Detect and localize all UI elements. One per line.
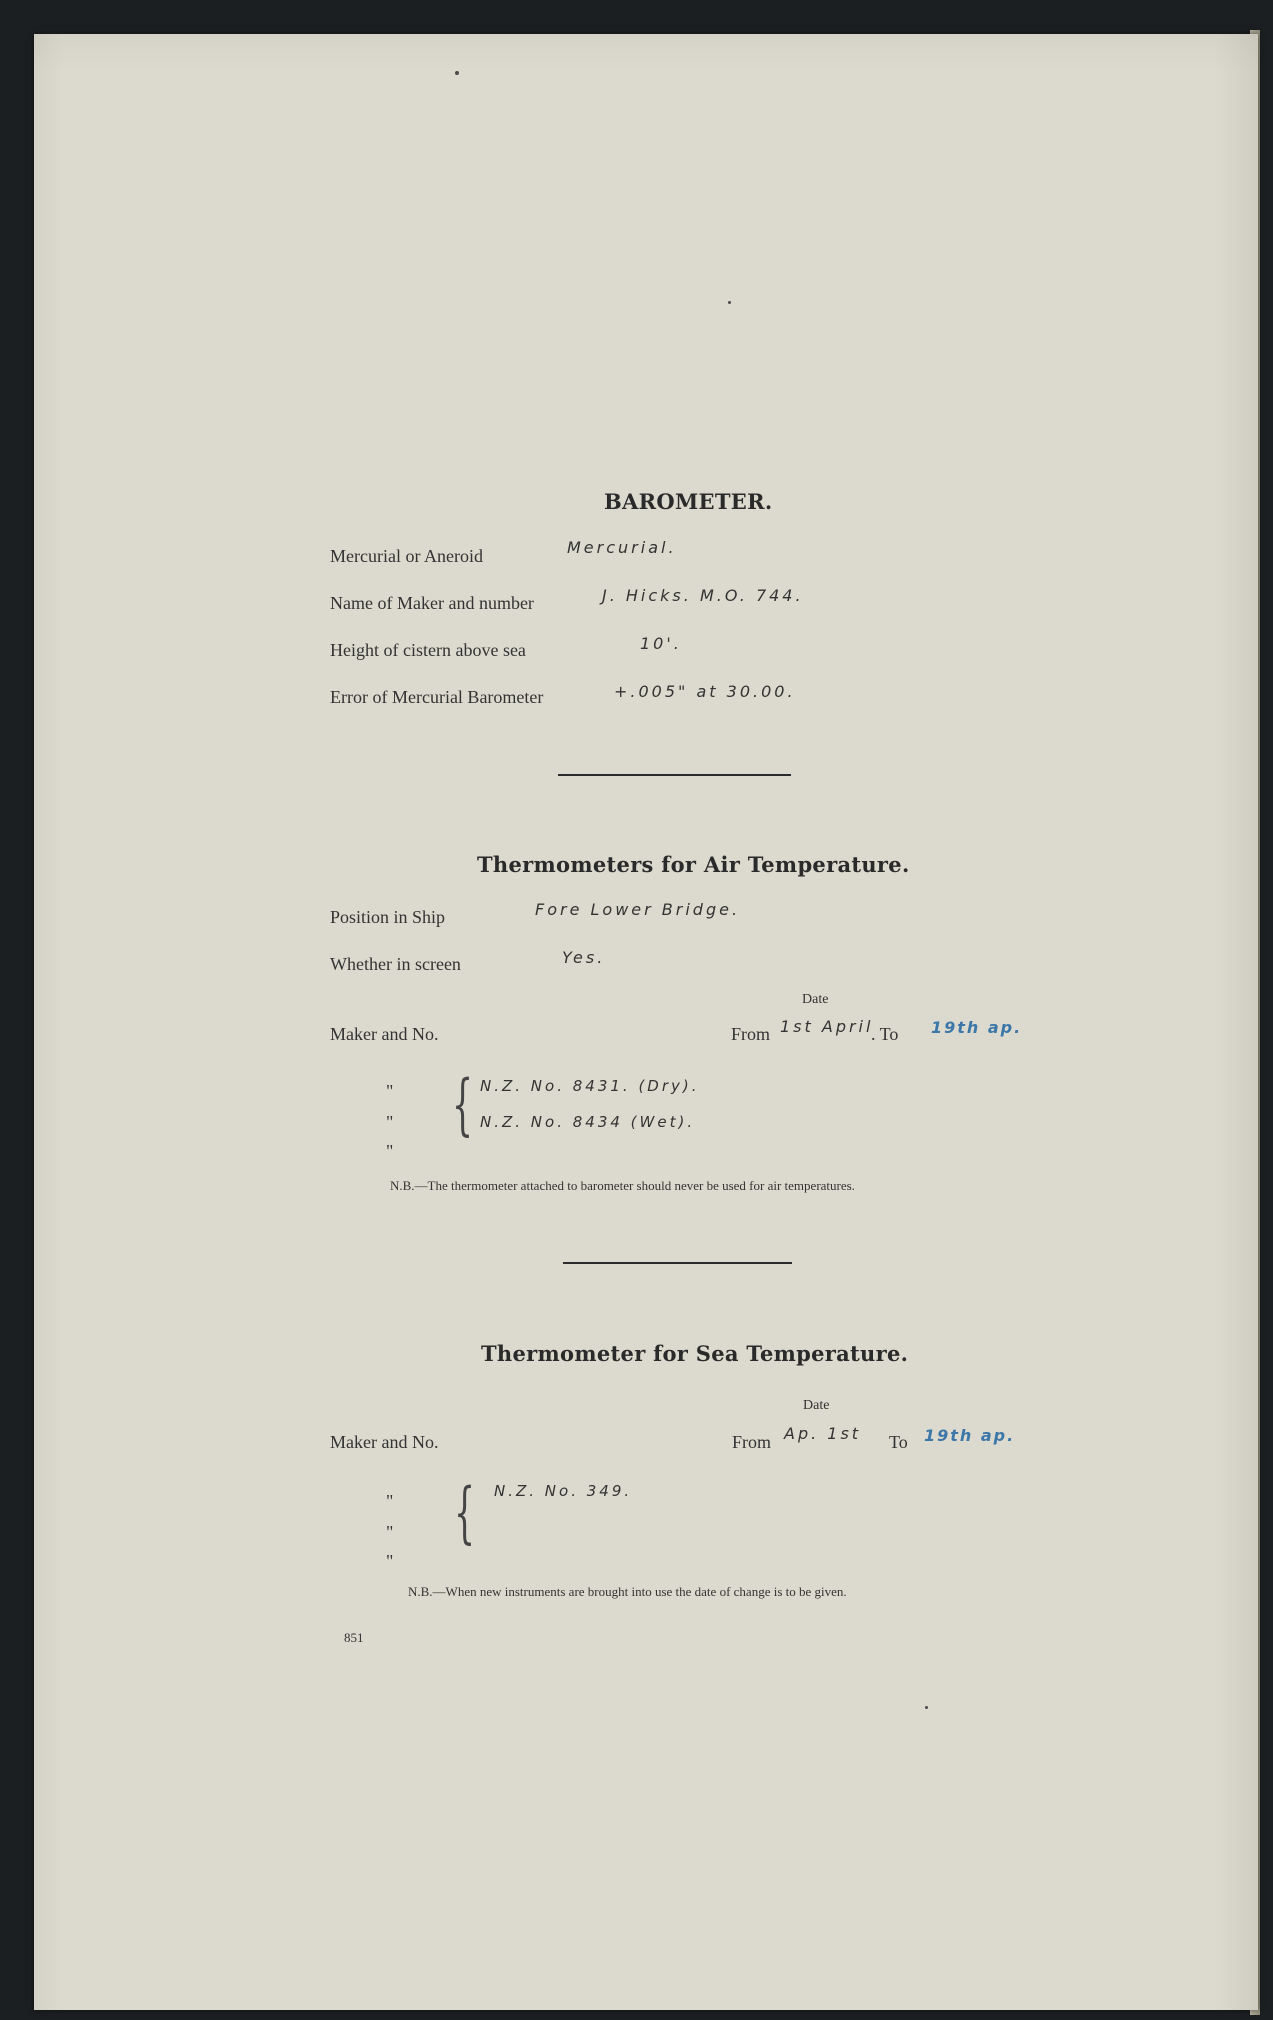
- air-maker-label: Maker and No.: [330, 1024, 439, 1044]
- sea-to-label: To: [889, 1432, 908, 1452]
- position-in-ship-value: Fore Lower Bridge.: [535, 900, 741, 919]
- air-to-date: 19th ap.: [931, 1018, 1023, 1037]
- sea-note: N.B.—When new instruments are brought into use the date of change is to be given.: [408, 1584, 847, 1599]
- curly-brace: {: [452, 1066, 473, 1143]
- sea-thermometer-heading: Thermometer for Sea Temperature.: [481, 1341, 909, 1366]
- ditto-mark: ": [386, 1112, 394, 1132]
- ditto-mark: ": [386, 1491, 394, 1511]
- sea-from-label: From: [732, 1432, 772, 1452]
- document-page: [34, 34, 1258, 2010]
- section-divider: [558, 774, 791, 776]
- maker-number-label: Name of Maker and number: [330, 593, 534, 613]
- position-in-ship-label: Position in Ship: [330, 907, 446, 927]
- ditto-mark: ": [386, 1551, 394, 1571]
- sea-thermometer-entry: N.Z. No. 349.: [494, 1482, 633, 1500]
- whether-in-screen-label: Whether in screen: [330, 954, 461, 974]
- air-note: N.B.—The thermometer attached to barometer should never be used for air temperatures.: [390, 1178, 855, 1193]
- air-thermometer-entry: N.Z. No. 8431. (Dry).: [480, 1077, 700, 1095]
- maker-number-value: J. Hicks. M.O. 744.: [602, 586, 804, 605]
- sea-from-date: Ap. 1st: [784, 1424, 862, 1443]
- ditto-mark: ": [386, 1081, 394, 1101]
- mercurial-or-aneroid-value: Mercurial.: [567, 538, 677, 557]
- sea-maker-label: Maker and No.: [330, 1432, 439, 1452]
- section-divider: [563, 1262, 792, 1264]
- air-date-label: Date: [802, 992, 829, 1007]
- air-to-label: . To: [871, 1024, 899, 1044]
- barometer-error-label: Error of Mercurial Barometer: [330, 687, 544, 707]
- paper-speck: [455, 71, 459, 75]
- air-thermometers-heading: Thermometers for Air Temperature.: [477, 852, 910, 877]
- air-from-date: 1st April: [780, 1017, 874, 1036]
- ditto-mark: ": [386, 1141, 394, 1161]
- cistern-height-value: 10'.: [640, 634, 682, 653]
- barometer-error-value: +.005" at 30.00.: [614, 682, 796, 701]
- mercurial-or-aneroid-label: Mercurial or Aneroid: [330, 546, 483, 566]
- barometer-heading: BAROMETER.: [604, 489, 773, 514]
- whether-in-screen-value: Yes.: [562, 948, 606, 967]
- cistern-height-label: Height of cistern above sea: [330, 640, 526, 660]
- curly-brace: {: [454, 1474, 475, 1551]
- ditto-mark: ": [386, 1522, 394, 1542]
- air-from-label: From: [731, 1024, 771, 1044]
- paper-speck: [728, 301, 731, 304]
- form-code: 851: [344, 1630, 364, 1645]
- sea-to-date: 19th ap.: [924, 1426, 1016, 1445]
- sea-date-label: Date: [803, 1398, 830, 1413]
- paper-speck: [925, 1706, 928, 1709]
- air-thermometer-entry: N.Z. No. 8434 (Wet).: [480, 1113, 696, 1131]
